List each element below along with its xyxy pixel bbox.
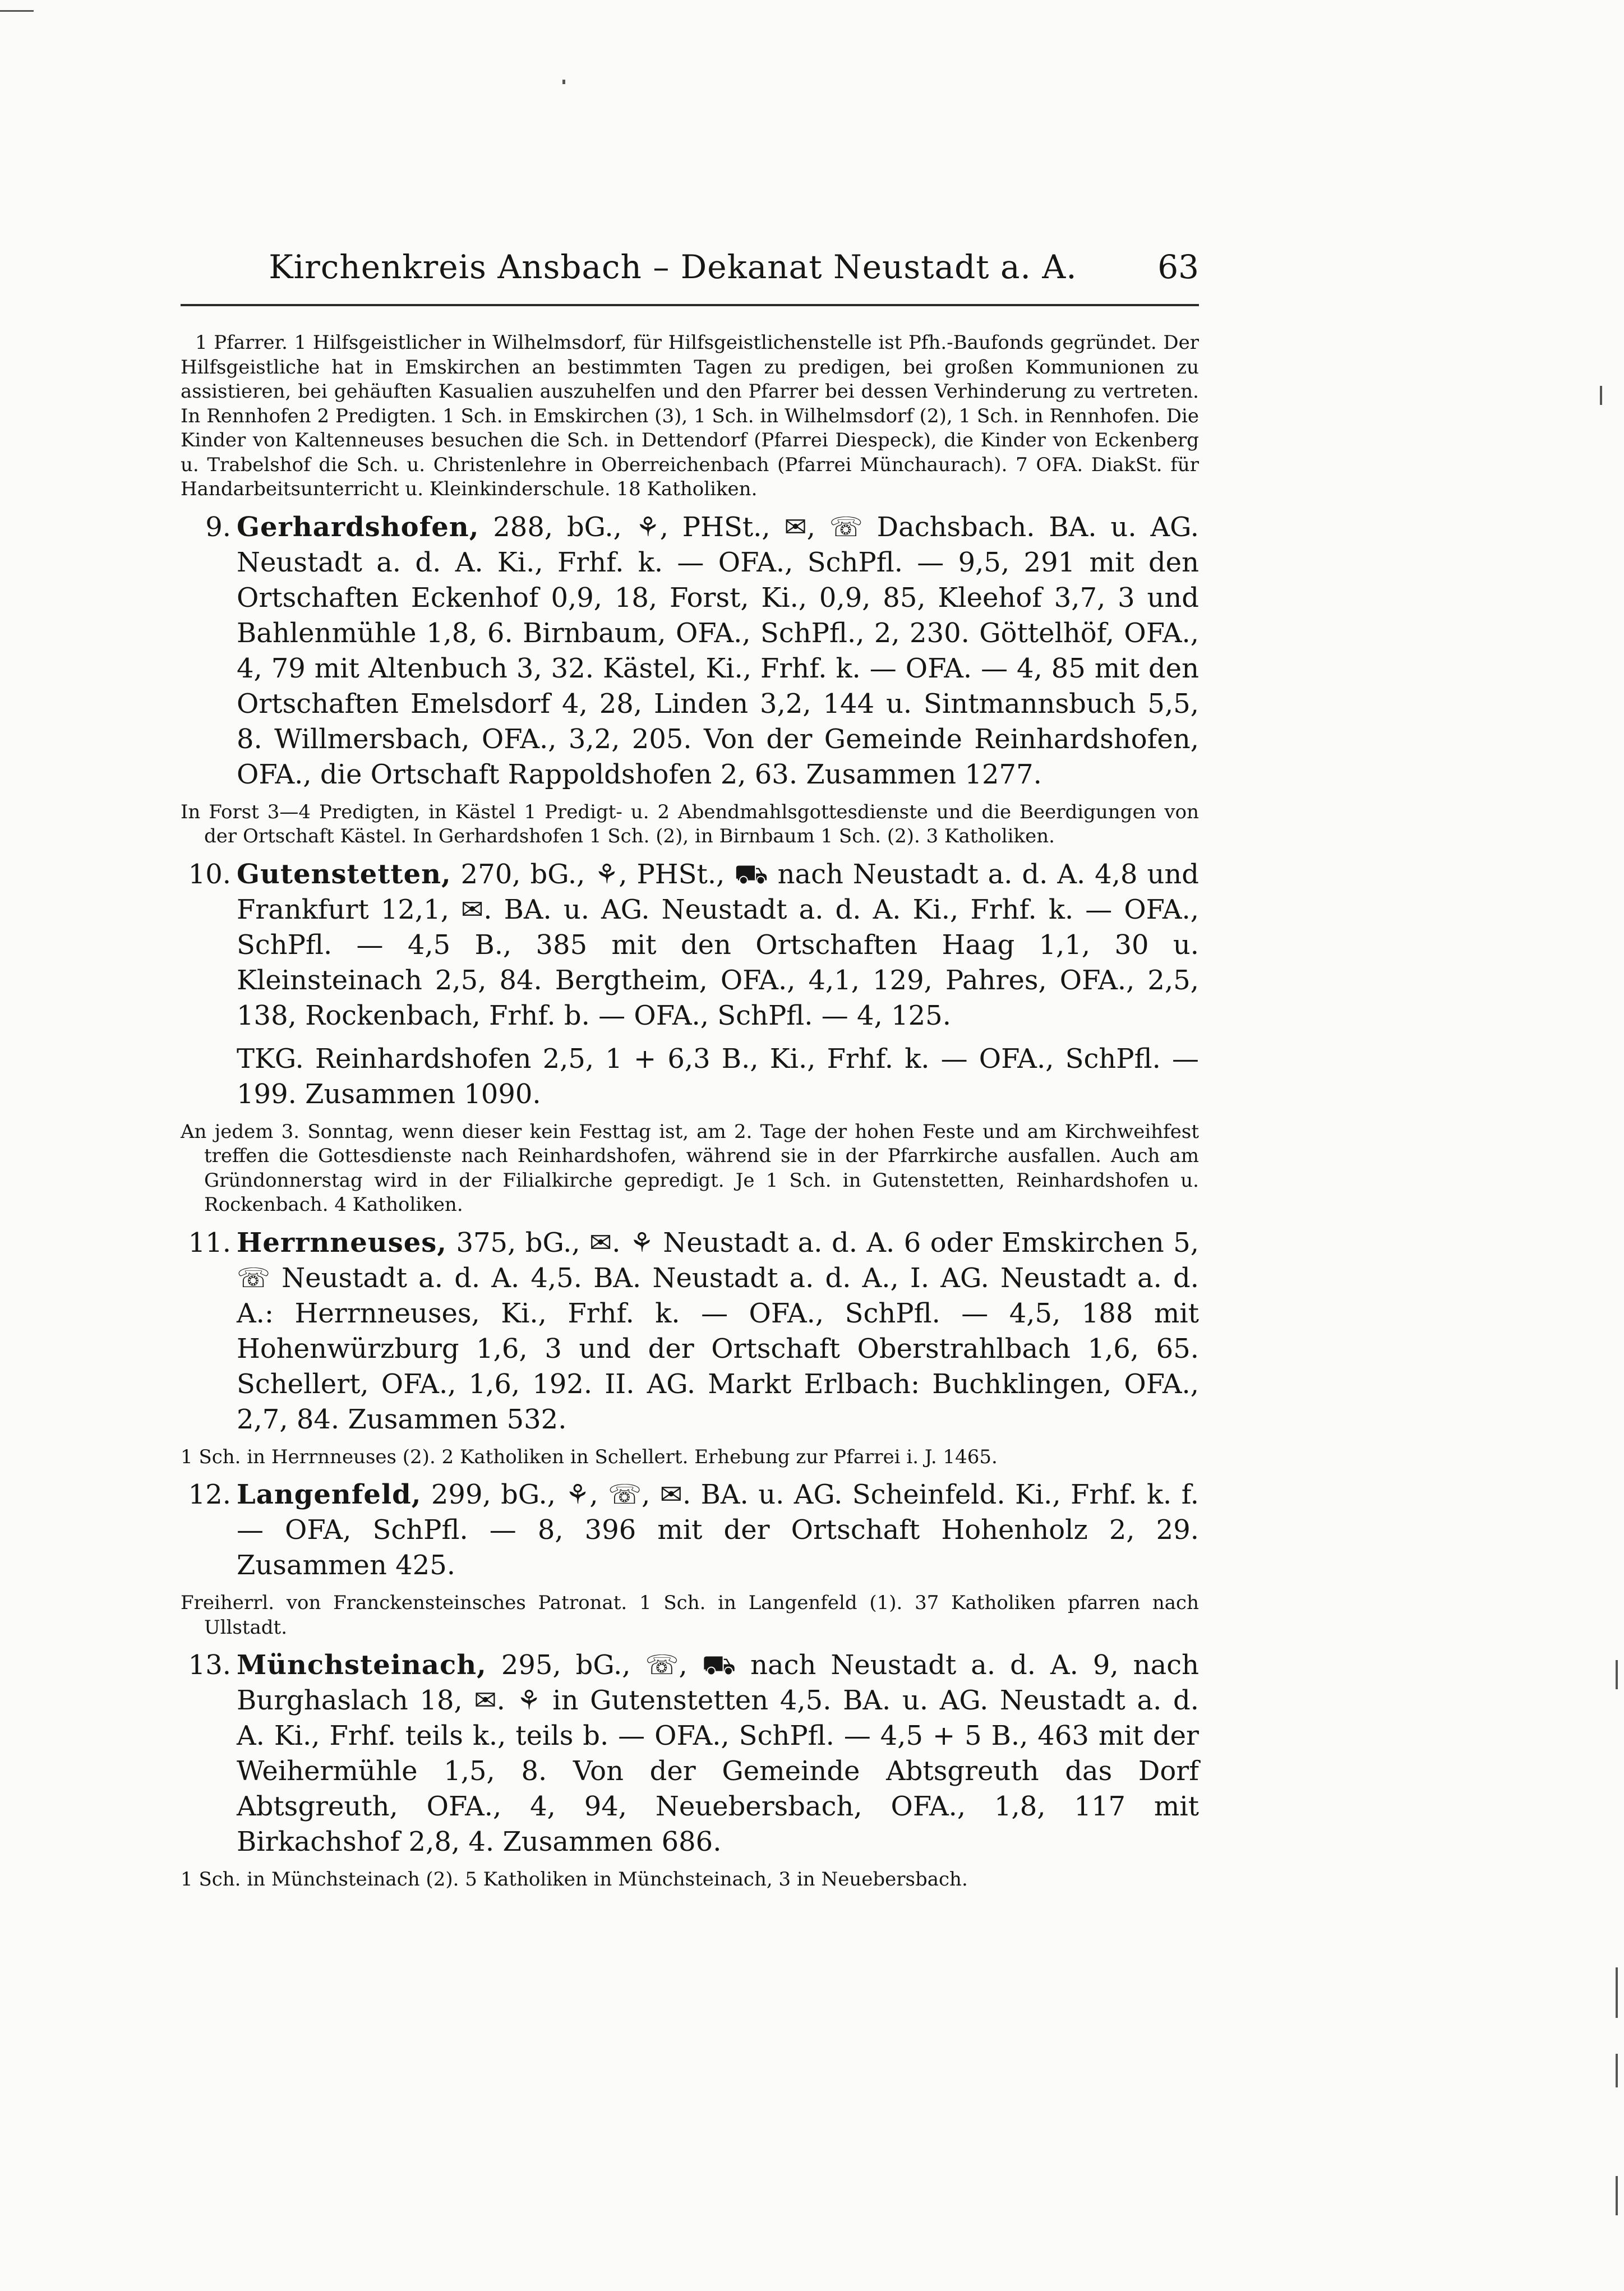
- entry-note-9: In Forst 3—4 Predigten, in Kästel 1 Predigt- u. 2 Abendmahlsgottesdienste und die Beerdigungen von der Ortschaft Kästel. In Gerhardshofen 1 Sch. (2), in Birnbaum 1 Sch. (2). 3 Katholiken.: [181, 800, 1199, 847]
- parish-name: Langenfeld,: [237, 1479, 422, 1510]
- parish-name: Gutenstetten,: [237, 858, 451, 890]
- page-body: [181, 331, 1199, 1900]
- parish-entry-13: [181, 1648, 1199, 1860]
- filial-subline-10: TKG. Reinhardshofen 2,5, 1 + 6,3 B., Ki., Frhf. k. — OFA., SchPfl. — 199. Zusammen 1090.: [237, 1043, 1199, 1110]
- header-rule: [181, 304, 1199, 306]
- running-title: Kirchenkreis Ansbach – Dekanat Neustadt a. A.: [269, 248, 1077, 286]
- entry-text: 299, bG., ⚘, ☏, ✉. BA. u. AG. Scheinfeld. Ki., Frhf. k. f. — OFA, SchPfl. — 8, 396 mit der Ortschaft Hohenholz 2, 29. Zusammen 425.: [237, 1479, 1199, 1581]
- entry-text: 288, bG., ⚘, PHSt., ✉, ☏ Dachsbach. BA. u. AG. Neustadt a. d. A. Ki., Frhf. k. — OFA., SchPfl. — 9,5, 291 mit den Ortschaften Eckenhof 0,9, 18, Forst, Ki., 0,9, 85, Kleehof 3,7, 3 und Bahlenmühle 1,8, 6. Birnbaum, OFA., SchPfl., 2, 230. Göttelhöf, OFA., 4, 79 mit Altenbuch 3, 32. Kästel, Ki., Frhf. k. — OFA. — 4, 85 mit den Ortschaften Emelsdorf 4, 28, Linden 3,2, 144 u. Sintmannsbuch 5,5, 8. Willmersbach, OFA., 3,2, 205. Von der Gemeinde Reinhardshofen, OFA., die Ortschaft Rappoldshofen 2, 63. Zusammen 1277.: [237, 511, 1199, 790]
- entry-text: 270, bG., ⚘, PHSt., ⛟ nach Neustadt a. d. A. 4,8 und Frankfurt 12,1, ✉. BA. u. AG. Neustadt a. d. A. Ki., Frhf. k. — OFA., SchPfl. — 4,5 B., 385 mit den Ortschaften Haag 1,1, 30 u. Kleinsteinach 2,5, 84. Bergtheim, OFA., 4,1, 129, Pahres, OFA., 2,5, 138, Rockenbach, Frhf. b. — OFA., SchPfl. — 4, 125.: [237, 858, 1199, 1031]
- entry-note-10: An jedem 3. Sonntag, wenn dieser kein Festtag ist, am 2. Tage der hohen Feste und am Kirchweihfest treffen die Gottesdienste nach Reinhardshofen, während sie in der Pfarrkirche ausfallen. Auch am Gründonnerstag wird in der Filialkirche gepredigt. Je 1 Sch. in Gutenstetten, Reinhardshofen u. Rockenbach. 4 Katholiken.: [181, 1120, 1199, 1216]
- entry-number: 13.: [188, 1649, 231, 1681]
- entry-note-11: 1 Sch. in Herrnneuses (2). 2 Katholiken in Schellert. Erhebung zur Pfarrei i. J. 1465.: [181, 1445, 998, 1468]
- entry-number: 11.: [188, 1227, 231, 1259]
- scan-edge-mark: [1616, 2054, 1618, 2087]
- scan-edge-mark: [1616, 1660, 1618, 1689]
- entry-note-12: Freiherrl. von Franckensteinsches Patronat. 1 Sch. in Langenfeld (1). 37 Katholiken pfarren nach Ullstadt.: [181, 1592, 1199, 1639]
- entry-text: 375, bG., ✉. ⚘ Neustadt a. d. A. 6 oder Emskirchen 5, ☏ Neustadt a. d. A. 4,5. BA. Neustadt a. d. A., I. AG. Neustadt a. d. A.: Herrnneuses, Ki., Frhf. k. — OFA., SchPfl. — 4,5, 188 mit Hohenwürzburg 1,6, 3 und der Ortschaft Oberstrahlbach 1,6, 65. Schellert, OFA., 1,6, 192. II. AG. Markt Erlbach: Buchklingen, OFA., 2,7, 84. Zusammen 532.: [237, 1227, 1199, 1435]
- entry-number: 10.: [188, 858, 231, 890]
- scan-edge-mark: [1616, 1967, 1618, 2018]
- entry-text: 295, bG., ☏, ⛟ nach Neustadt a. d. A. 9, nach Burghaslach 18, ✉. ⚘ in Gutenstetten 4,5. BA. u. AG. Neustadt a. d. A. Ki., Frhf. teils k., teils b. — OFA., SchPfl. — 4,5 + 5 B., 463 mit der Weihermühle 1,5, 8. Von der Gemeinde Abtsgreuth das Dorf Abtsgreuth, OFA., 4, 94, Neuebersbach, OFA., 1,8, 117 mit Birkachshof 2,8, 4. Zusammen 686.: [237, 1649, 1199, 1857]
- page-number: 63: [1157, 248, 1199, 286]
- parish-entry-10: [181, 857, 1199, 1034]
- entry-number: 12.: [188, 1479, 231, 1510]
- scan-dust-mark: [562, 80, 565, 84]
- entry-note-13: 1 Sch. in Münchsteinach (2). 5 Katholiken in Münchsteinach, 3 in Neuebersbach.: [181, 1868, 968, 1891]
- parish-name: Münchsteinach,: [237, 1649, 487, 1681]
- entry-number: 9.: [205, 511, 231, 543]
- scan-edge-mark: [1600, 386, 1602, 405]
- intro-note: 1 Pfarrer. 1 Hilfsgeistlicher in Wilhelmsdorf, für Hilfsgeistlichenstelle ist Pfh.-Baufonds gegründet. Der Hilfsgeistliche hat in Emskirchen an bestimmten Tagen zu predigen, bei großen Kommunionen zu assistieren, bei gehäuften Kasualien auszuhelfen und den Pfarrer bei dessen Verhinderung zu vertreten. In Rennhofen 2 Predigten. 1 Sch. in Emskirchen (3), 1 Sch. in Wilhelmsdorf (2), 1 Sch. in Rennhofen. Die Kinder von Kaltenneuses besuchen die Sch. in Dettendorf (Pfarrei Diespeck), die Kinder von Eckenberg u. Trabelshof die Sch. u. Christenlehre in Oberreichenbach (Pfarrei Münchaurach). 7 OFA. DiakSt. für Handarbeitsunterricht u. Kleinkinderschule. 18 Katholiken.: [181, 331, 1199, 500]
- parish-entry-11: [181, 1225, 1199, 1437]
- parish-name: Gerhardshofen,: [237, 511, 479, 543]
- parish-entry-12: [181, 1477, 1199, 1583]
- page-header: [181, 242, 1199, 304]
- parish-entry-9: [181, 510, 1199, 792]
- scan-edge-mark: [1616, 2176, 1618, 2215]
- parish-name: Herrnneuses,: [237, 1227, 447, 1259]
- scan-edge-mark: [0, 10, 34, 12]
